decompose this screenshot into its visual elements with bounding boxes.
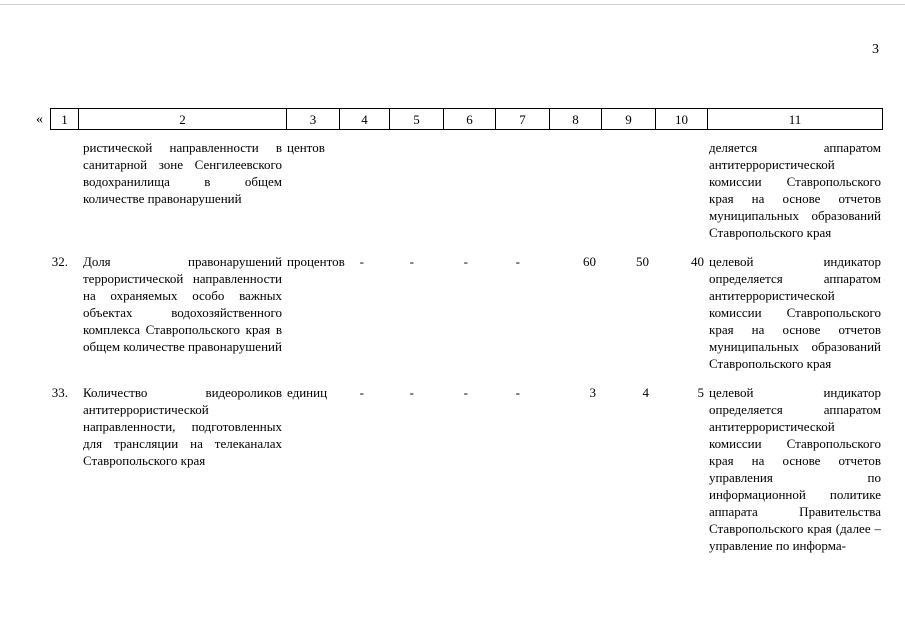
indicator-text: Доля правонарушений террористической направленности на охраняемых особо важных объектах водохозяйственного комплекса Ставропольского края в общем количестве правонарушений — [83, 254, 282, 354]
table-open-quote: « — [36, 112, 43, 127]
page-top-edge — [0, 4, 905, 5]
header-col-4: 4 — [340, 109, 390, 129]
row-number: 32. — [51, 254, 68, 269]
header-col-5: 5 — [390, 109, 444, 129]
header-col-3: 3 — [287, 109, 340, 129]
page-number: 3 — [872, 42, 879, 57]
value-col-8: 60 — [583, 254, 596, 269]
header-col-2: 2 — [79, 109, 287, 129]
indicator-text: ристической направленности в санитарной зоне Сенгилеевского водохранилища в общем количестве правонарушений — [83, 140, 282, 206]
header-col-8: 8 — [550, 109, 602, 129]
unit-text: процентов — [287, 254, 345, 269]
header-col-6: 6 — [444, 109, 496, 129]
value-col-6: - — [463, 385, 468, 400]
table-header-row — [50, 108, 883, 130]
unit-text: центов — [287, 140, 325, 155]
method-text: целевой индикатор определяется аппаратом антитеррористической комиссии Ставропольского края на основе отчетов муниципальных образований Ставропольского края — [709, 254, 881, 371]
method-text: целевой индикатор определяется аппаратом антитеррористической комиссии Ставропольского края на основе отчетов управления по информационной политике аппарата Правительства Ставропольского края (далее – управление по информа- — [709, 385, 881, 553]
indicator-text: Количество видеороликов антитеррористической направленности, подготовленных для трансляции на телеканалах Ставропольского края — [83, 385, 282, 468]
method-text: деляется аппаратом антитеррористической комиссии Ставропольского края на основе отчетов муниципальных образований Ставропольского края — [709, 140, 881, 240]
value-col-6: - — [463, 254, 468, 269]
value-col-9: 4 — [642, 385, 649, 400]
row-number: 33. — [51, 385, 68, 400]
header-col-9: 9 — [602, 109, 656, 129]
header-col-1: 1 — [51, 109, 79, 129]
header-col-7: 7 — [496, 109, 550, 129]
value-col-4: - — [359, 254, 364, 269]
value-col-10: 5 — [697, 385, 704, 400]
header-col-10: 10 — [656, 109, 708, 129]
value-col-10: 40 — [691, 254, 704, 269]
value-col-4: - — [359, 385, 364, 400]
value-col-5: - — [409, 254, 414, 269]
value-col-7: - — [515, 385, 520, 400]
value-col-7: - — [515, 254, 520, 269]
value-col-8: 3 — [589, 385, 596, 400]
unit-text: единиц — [287, 385, 328, 400]
value-col-9: 50 — [636, 254, 649, 269]
header-col-11: 11 — [788, 111, 802, 127]
value-col-5: - — [409, 385, 414, 400]
